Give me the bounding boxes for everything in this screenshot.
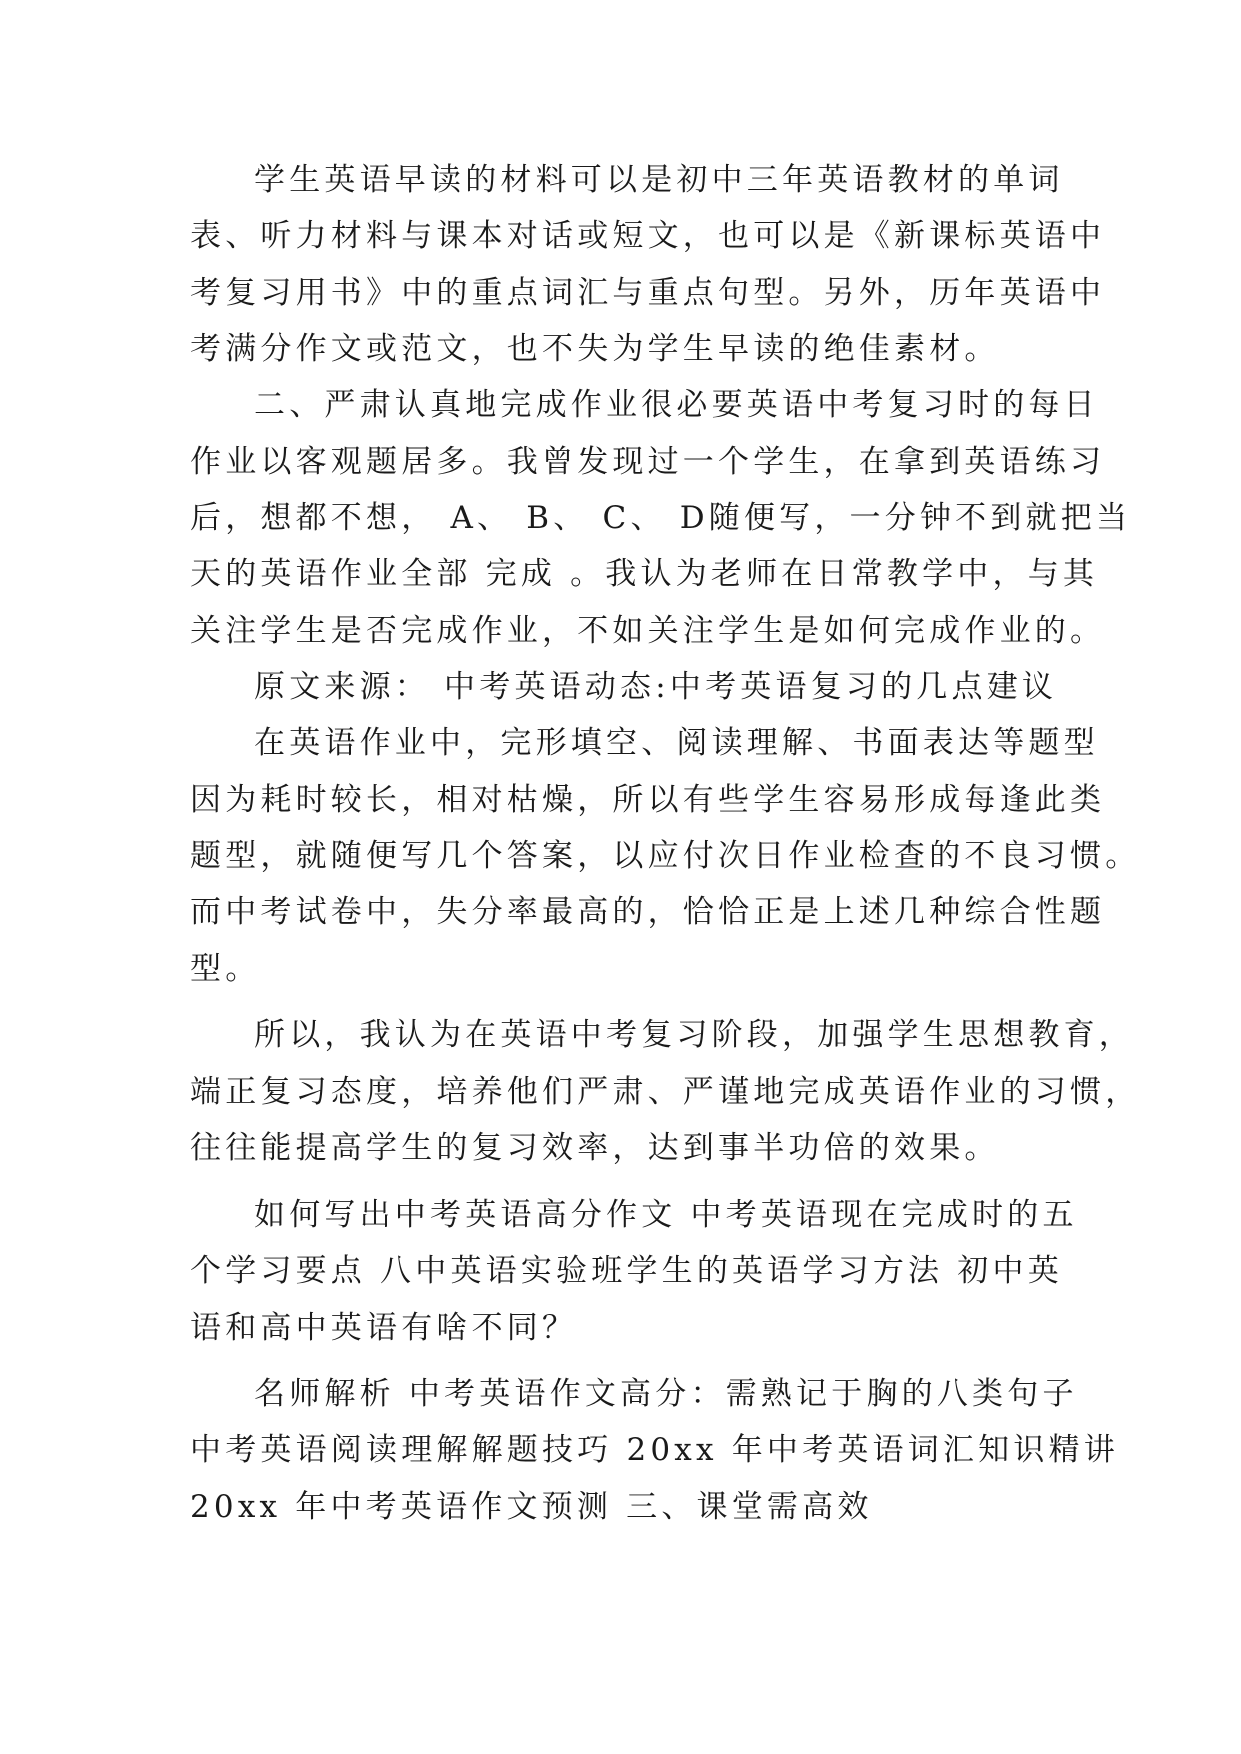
text-line: 因为耗时较长，相对枯燥，所以有些学生容易形成每逢此类 — [190, 782, 1106, 818]
text-line: 关注学生是否完成作业，不如关注学生是如何完成作业的。 — [190, 613, 1106, 649]
text-line: 学生英语早读的材料可以是初中三年英语教材的单词 — [254, 162, 1064, 198]
text-line: 所以，我认为在英语中考复习阶段，加强学生思想教育， — [254, 1017, 1134, 1053]
related-links-line: 如何写出中考英语高分作文 中考英语现在完成时的五 — [254, 1197, 1078, 1233]
text-line: 天的英语作业全部 完成 。我认为老师在日常教学中，与其 — [190, 556, 1099, 592]
text-line: 作业以客观题居多。我曾发现过一个学生，在拿到英语练习 — [190, 444, 1106, 480]
text-line: 考复习用书》中的重点词汇与重点句型。另外，历年英语中 — [190, 275, 1106, 311]
related-links-line: 20xx 年中考英语作文预测 三、课堂需高效 — [190, 1489, 873, 1525]
text-line: 二、严肃认真地完成作业很必要英语中考复习时的每日 — [254, 387, 1099, 423]
related-links-line: 名师解析 中考英语作文高分：需熟记于胸的八类句子 — [254, 1376, 1078, 1412]
text-line: 往往能提高学生的复习效率，达到事半功倍的效果。 — [190, 1130, 1000, 1166]
related-links-line: 个学习要点 八中英语实验班学生的英语学习方法 初中英 — [190, 1253, 1063, 1289]
text-line: 考满分作文或范文，也不失为学生早读的绝佳素材。 — [190, 331, 1000, 367]
text-line: 表、听力材料与课本对话或短文，也可以是《新课标英语中 — [190, 218, 1106, 254]
text-line: 后，想都不想， A、 B、 C、 D随便写，一分钟不到就把当 — [190, 500, 1132, 536]
text-line: 端正复习态度，培养他们严肃、严谨地完成英语作业的习惯， — [190, 1074, 1141, 1110]
text-line: 型。 — [190, 951, 261, 987]
source-line: 原文来源： 中考英语动态:中考英语复习的几点建议 — [254, 669, 1058, 705]
text-line: 而中考试卷中，失分率最高的，恰恰正是上述几种综合性题 — [190, 894, 1106, 930]
related-links-line: 语和高中英语有啥不同？ — [190, 1310, 578, 1346]
related-links-line: 中考英语阅读理解解题技巧 20xx 年中考英语词汇知识精讲 — [190, 1432, 1119, 1468]
text-line: 在英语作业中，完形填空、阅读理解、书面表达等题型 — [254, 725, 1099, 761]
text-line: 题型，就随便写几个答案，以应付次日作业检查的不良习惯。 — [190, 838, 1141, 874]
